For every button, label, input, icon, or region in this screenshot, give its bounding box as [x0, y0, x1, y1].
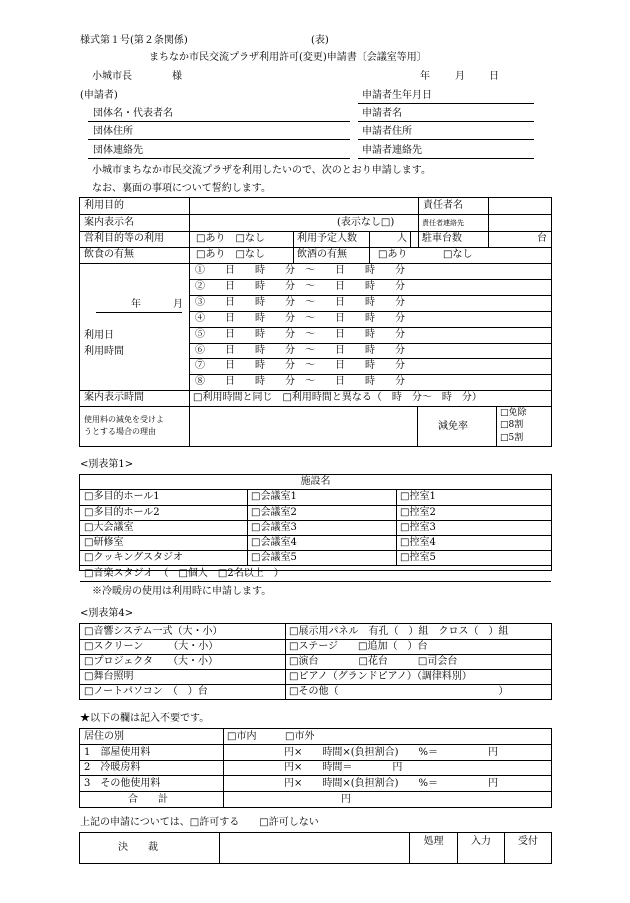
parking-label: 駐車台数 [422, 233, 462, 244]
guide-none-checkbox[interactable]: (表示なし□) [337, 217, 395, 228]
addressee: 小城市長 様 [92, 71, 182, 82]
residence-label: 居住の別 [84, 731, 124, 742]
reduction-reason-field[interactable] [190, 407, 417, 446]
facility-hall2[interactable]: □多目的ホール2 [84, 507, 160, 518]
facility-meeting4[interactable]: □会議室4 [251, 537, 297, 548]
time-row-4[interactable]: ④ 日 時 分 ～ 日 時 分 [195, 313, 405, 324]
rate-50[interactable]: □5割 [500, 433, 524, 443]
facility-hall1[interactable]: □多目的ホール1 [84, 491, 160, 502]
purpose-field[interactable] [190, 198, 418, 214]
time-row-1[interactable]: ① 日 時 分 ～ 日 時 分 [195, 265, 405, 276]
rate-exempt[interactable]: □免除 [500, 408, 527, 418]
profit-options[interactable]: □あり □なし [196, 233, 265, 244]
equipment-lectern[interactable]: □演台 □花台 □司会台 [289, 656, 458, 667]
alcohol-no[interactable]: □なし [443, 249, 473, 260]
facility-waiting5[interactable]: □控室5 [400, 552, 436, 563]
reduction-reason-label-1: 使用料の減免を受けよ [84, 415, 164, 424]
time-row-6[interactable]: ⑥ 日 時 分 ～ 日 時 分 [195, 345, 405, 356]
equipment-screen[interactable]: □スクリーン （大・小） [84, 641, 219, 652]
food-label: 飲食の有無 [84, 249, 134, 260]
time-row-3[interactable]: ③ 日 時 分 ～ 日 時 分 [195, 297, 405, 308]
guide-time-options[interactable]: □利用時間と同じ □利用時間と異なる（ 時 分～ 時 分） [193, 392, 482, 403]
fee-other-calc: 円× 時間×(負担割合) %＝ 円 [284, 778, 499, 789]
facility-header: 施設名 [300, 476, 331, 487]
date-day: 日 [489, 71, 499, 82]
process-label: 処理 [423, 836, 444, 847]
date-year: 年 [420, 71, 430, 82]
facility-cooking[interactable]: □クッキングスタジオ [84, 552, 184, 563]
guide-name-label: 案内表示名 [84, 217, 134, 228]
table1-heading: <別表第1> [80, 459, 134, 470]
alcohol-yes[interactable]: □あり [378, 249, 408, 260]
facility-waiting3[interactable]: □控室3 [400, 522, 436, 533]
time-row-7[interactable]: ⑦ 日 時 分 ～ 日 時 分 [195, 360, 405, 371]
approval-line: 上記の申請については、□許可する □許可しない [80, 817, 319, 828]
facility-meeting1[interactable]: □会議室1 [251, 491, 297, 502]
time-row-8[interactable]: ⑧ 日 時 分 ～ 日 時 分 [195, 376, 405, 387]
equipment-other[interactable]: □その他（ ） [289, 686, 509, 697]
residence-out-city[interactable]: □市外 [285, 731, 315, 742]
time-row-5[interactable]: ⑤ 日 時 分 ～ 日 時 分 [195, 329, 405, 340]
equipment-projector[interactable]: □プロジェクタ （大・小） [84, 656, 219, 667]
year-month-line[interactable] [96, 312, 182, 313]
rate-80[interactable]: □8割 [500, 420, 524, 430]
form-side: (表) [311, 35, 329, 46]
facility-waiting4[interactable]: □控室4 [400, 537, 436, 548]
person-unit: 人 [397, 233, 407, 244]
equipment-piano[interactable]: □ピアノ（グランドピアノ）（調律料別） [289, 671, 472, 682]
fee-room-calc: 円× 時間×(負担割合) %＝ 円 [284, 747, 499, 758]
reception-label: 受付 [518, 836, 538, 847]
facility-waiting2[interactable]: □控室2 [400, 507, 436, 518]
date-month: 月 [455, 71, 465, 82]
group-address-label: 団体住所 [93, 126, 133, 137]
alcohol-label: 飲酒の有無 [297, 249, 347, 260]
group-name-label: 団体名・代表者名 [93, 108, 173, 119]
year-label: 年 [131, 299, 141, 310]
statement-line-1: 小城市まちなか市民交流プラザを利用したいので、次のとおり申請します。 [92, 165, 431, 176]
purpose-label: 利用目的 [84, 200, 124, 211]
reduction-reason-label-2: うとする場合の理由 [84, 427, 156, 436]
facility-music-studio[interactable]: □音楽スタジオ （ □個人 □2名以上 ） [84, 568, 284, 579]
facility-waiting1[interactable]: □控室1 [400, 491, 436, 502]
guide-time-label: 案内表示時間 [84, 392, 144, 403]
expected-count-label: 利用予定人数 [297, 233, 357, 244]
statement-line-2: なお、裏面の事項について誓約します。 [92, 183, 271, 194]
total-label: 合 計 [128, 794, 168, 805]
fee-other-label: 3 その他使用料 [84, 778, 161, 789]
form-title: まちなか市民交流プラザ利用許可(変更)申請書〔会議室等用〕 [149, 52, 427, 63]
month-label: 月 [173, 299, 183, 310]
fee-room-label: 1 部屋使用料 [84, 747, 151, 758]
table4-heading: <別表第4> [80, 608, 134, 619]
equipment-stage-lighting[interactable]: □舞台照明 [84, 671, 134, 682]
facility-training[interactable]: □研修室 [84, 537, 124, 548]
responsible-contact-label: 責任者連絡先 [422, 219, 464, 227]
equipment-sound[interactable]: □音響システム一式（大・小） [84, 626, 223, 637]
fee-aircon-label: 2 冷暖房料 [84, 762, 141, 773]
equipment-stage[interactable]: □ステージ □追加（ ）台 [289, 641, 428, 652]
decision-label: 決 裁 [118, 842, 158, 853]
birthdate-label: 申請者生年月日 [362, 90, 432, 101]
facility-meeting3[interactable]: □会議室3 [251, 522, 297, 533]
group-contact-label: 団体連絡先 [93, 145, 143, 156]
applicant-label: (申請者) [80, 90, 118, 101]
facility-meeting2[interactable]: □会議室2 [251, 507, 297, 518]
responsible-field[interactable] [489, 198, 551, 214]
time-row-2[interactable]: ② 日 時 分 ～ 日 時 分 [195, 281, 405, 292]
use-time-label: 利用時間 [84, 346, 124, 357]
facility-meeting5[interactable]: □会議室5 [251, 552, 297, 563]
reduction-rate-label: 減免率 [438, 421, 468, 432]
fee-aircon-calc: 円× 時間＝ 円 [284, 762, 403, 773]
form-number: 様式第１号(第２条関係) [80, 35, 188, 46]
equipment-laptop[interactable]: □ノートパソコン （ ）台 [84, 686, 208, 697]
equipment-panel[interactable]: □展示用パネル 有孔（ ）組 クロス（ ）組 [289, 626, 509, 637]
air-conditioning-note: ※冷暖房の使用は利用時に申請します。 [92, 586, 272, 597]
total-unit: 円 [341, 794, 351, 805]
responsible-label: 責任者名 [423, 200, 463, 211]
food-options[interactable]: □あり □なし [196, 249, 265, 260]
applicant-contact-label: 申請者連絡先 [362, 145, 422, 156]
office-only-note: ★以下の欄は記入不要です。 [80, 713, 210, 724]
car-unit: 台 [537, 233, 547, 244]
use-date-label: 利用日 [84, 330, 114, 341]
residence-in-city[interactable]: □市内 [227, 731, 257, 742]
profit-label: 営利目的等の利用 [84, 233, 164, 244]
facility-large-meeting[interactable]: □大会議室 [84, 522, 134, 533]
applicant-name-label: 申請者名 [362, 108, 402, 119]
applicant-address-label: 申請者住所 [362, 126, 412, 137]
input-label: 入力 [471, 836, 491, 847]
